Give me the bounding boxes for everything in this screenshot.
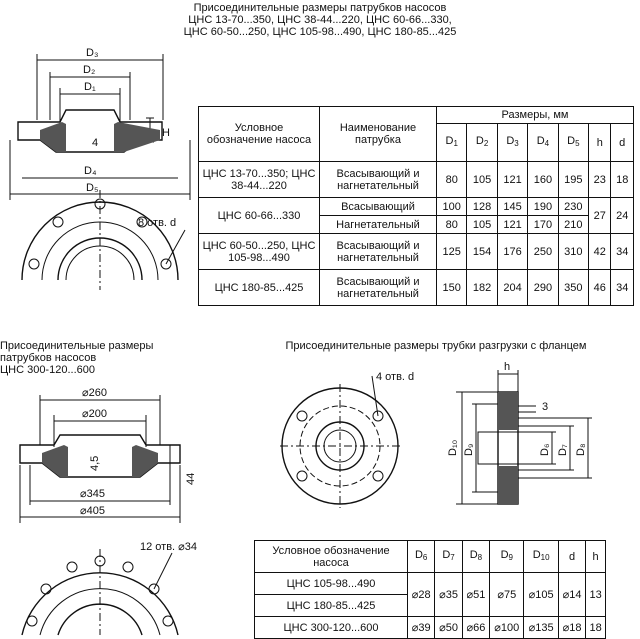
col-d8: $D_8$ [462, 541, 489, 573]
label-d7: D₇ [557, 444, 569, 456]
table-header-row [255, 541, 606, 573]
cell-value: 27 [589, 198, 611, 234]
cell-value: 121 [497, 162, 527, 198]
cell-value: ⌀35 [435, 573, 462, 617]
label-d1: D₁ [84, 81, 96, 93]
cell-designation: ЦНС 180-85...425 [199, 270, 320, 306]
col-d10: $D_{10}$ [524, 541, 558, 573]
flange-drawing-1 [0, 40, 200, 300]
cell-value: 176 [497, 234, 527, 270]
section2-title-line3: ЦНС 300-120...600 [0, 364, 95, 376]
cell-value: ⌀14 [558, 573, 585, 617]
col-d1: $D_1$ [437, 124, 467, 162]
cell-value: 18 [586, 617, 606, 639]
cell-value: 310 [558, 234, 588, 270]
cell-value: 204 [497, 270, 527, 306]
cell-value: 80 [437, 216, 467, 234]
section2-title [0, 340, 200, 376]
cell-value: 125 [437, 234, 467, 270]
col-d6: $D_6$ [408, 541, 435, 573]
table-row [199, 270, 634, 306]
cell-value: 46 [589, 270, 611, 306]
cell-value: ⌀50 [435, 617, 462, 639]
col-d-2: d [558, 541, 585, 573]
col-d2: $D_2$ [467, 124, 497, 162]
table-row [199, 198, 634, 216]
label-45: 4,5 [89, 455, 101, 471]
cell-value: 80 [437, 162, 467, 198]
cell-value: 170 [528, 216, 558, 234]
label-holes-1: 8 отв. d [138, 217, 177, 229]
cell-value: ⌀100 [490, 617, 524, 639]
cell-value: 145 [497, 198, 527, 216]
cell-designation: ЦНС 60-66...330 [199, 198, 320, 234]
section1-title [120, 2, 520, 38]
cell-designation: ЦНС 180-85...425 [255, 595, 408, 617]
col-d3: $D_3$ [497, 124, 527, 162]
cell-value: ⌀66 [462, 617, 489, 639]
flange-sizes-table [198, 106, 634, 306]
label-4: 4 [92, 137, 99, 149]
cell-value: ⌀105 [524, 573, 558, 617]
cell-value: 290 [528, 270, 558, 306]
header-name: Наименование патрубка [320, 107, 437, 162]
cell-value: 154 [467, 234, 497, 270]
cell-value: ⌀39 [408, 617, 435, 639]
cell-value: 210 [558, 216, 588, 234]
cell-value: ⌀75 [490, 573, 524, 617]
cell-value: 121 [497, 216, 527, 234]
label-h3: h [504, 361, 511, 373]
header-sizes: Размеры, мм [437, 107, 634, 124]
table-header-row [199, 107, 634, 124]
col-h-2: h [586, 541, 606, 573]
flange-drawing-2 [0, 385, 200, 635]
cell-value: 13 [586, 573, 606, 617]
section1-title-line2: ЦНС 13-70...350, ЦНС 38-44...220, ЦНС 60-66...330, [188, 14, 452, 26]
label-d260: ⌀260 [82, 387, 107, 399]
cell-value: 34 [611, 270, 634, 306]
cell-value: 42 [589, 234, 611, 270]
header-designation: Условное обозначение насоса [199, 107, 320, 162]
cell-name: Всасывающий и нагнетательный [320, 162, 437, 198]
cell-value: ⌀28 [408, 573, 435, 617]
label-d2: D₂ [83, 64, 96, 76]
cell-designation: ЦНС 300-120...600 [255, 617, 408, 639]
cell-designation: ЦНС 105-98...490 [255, 573, 408, 595]
cell-value: 18 [611, 162, 634, 198]
col-d4: $D_4$ [528, 124, 558, 162]
col-d: d [611, 124, 634, 162]
section2-title-line1: Присоединительные размеры [0, 340, 154, 352]
label-d405: ⌀405 [80, 505, 105, 517]
cell-value: 128 [467, 198, 497, 216]
label-d8: D₈ [575, 443, 587, 456]
col-h: h [589, 124, 611, 162]
cell-value: 105 [467, 216, 497, 234]
label-holes-3: 4 отв. d [376, 371, 415, 383]
cell-value: 250 [528, 234, 558, 270]
label-d10: D₁₀ [447, 439, 459, 456]
cell-value: 34 [611, 234, 634, 270]
label-d345: ⌀345 [80, 488, 105, 500]
section2-title-line2: патрубков насосов [0, 352, 97, 364]
label-d3: D₃ [86, 47, 99, 59]
table-row [255, 573, 606, 595]
cell-value: 150 [437, 270, 467, 306]
cell-name: Всасывающий и нагнетательный [320, 234, 437, 270]
cell-name: Всасывающий [320, 198, 437, 216]
col-d5: $D_5$ [558, 124, 588, 162]
label-d4: D₄ [84, 165, 97, 177]
label-d6: D₆ [539, 443, 551, 456]
table-row [199, 162, 634, 198]
header-designation-2: Условное обозначение насоса [255, 541, 408, 573]
col-d7: $D_7$ [435, 541, 462, 573]
table-row [255, 617, 606, 639]
cell-value: 195 [558, 162, 588, 198]
label-holes-2: 12 отв. ⌀34 [140, 541, 198, 553]
col-d9: $D_9$ [490, 541, 524, 573]
cell-value: ⌀18 [558, 617, 585, 639]
cell-value: 182 [467, 270, 497, 306]
cell-value: 160 [528, 162, 558, 198]
cell-designation: ЦНС 60-50...250, ЦНС 105-98...490 [199, 234, 320, 270]
section3-title: Присоединительные размеры трубки разгрузки с фланцем [285, 340, 587, 352]
label-d9: D₉ [463, 443, 475, 456]
label-d200: ⌀200 [82, 408, 107, 420]
cell-value: 100 [437, 198, 467, 216]
cell-value: 230 [558, 198, 588, 216]
cell-designation: ЦНС 13-70...350; ЦНС 38-44...220 [199, 162, 320, 198]
unloading-tube-drawing [280, 360, 640, 520]
cell-value: 350 [558, 270, 588, 306]
cell-value: ⌀135 [524, 617, 558, 639]
cell-value: ⌀51 [462, 573, 489, 617]
label-h: H [162, 127, 170, 139]
cell-value: 105 [467, 162, 497, 198]
section1-title-line3: ЦНС 60-50...250, ЦНС 105-98...490, ЦНС 180-85...425 [183, 26, 457, 38]
label-3: 3 [542, 401, 549, 413]
cell-name: Всасывающий и нагнетательный [320, 270, 437, 306]
cell-name: Нагнетательный [320, 216, 437, 234]
label-d5: D₅ [86, 182, 99, 194]
tube-sizes-table [254, 540, 606, 639]
label-44: 44 [185, 472, 197, 485]
table-row [199, 234, 634, 270]
cell-value: 24 [611, 198, 634, 234]
cell-value: 190 [528, 198, 558, 216]
section1-title-line1: Присоединительные размеры патрубков насосов [193, 2, 447, 14]
cell-value: 23 [589, 162, 611, 198]
